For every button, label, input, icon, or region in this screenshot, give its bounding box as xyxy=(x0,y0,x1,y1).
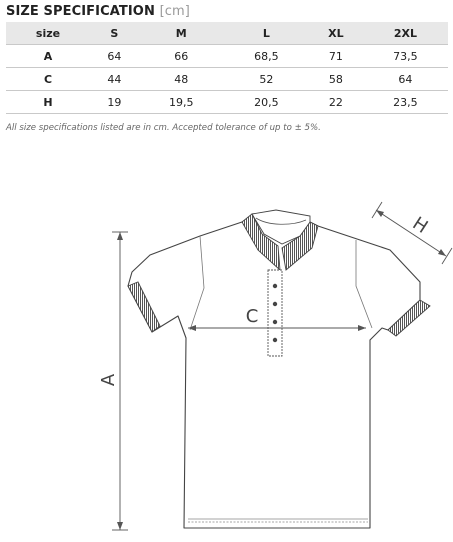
sleeve-arrow-end xyxy=(438,249,446,256)
title-unit: [cm] xyxy=(159,4,190,19)
table-cell: 66 xyxy=(139,45,224,68)
table-cell: 19,5 xyxy=(139,91,224,114)
length-label: A xyxy=(98,373,119,387)
table-cell: 19 xyxy=(90,91,139,114)
table-cell: 44 xyxy=(90,68,139,91)
sleeve-label: H xyxy=(408,212,432,238)
tolerance-note: All size specifications listed are in cm. Accepted tolerance of up to ± 5%. xyxy=(6,123,321,133)
table-cell: 58 xyxy=(309,68,363,91)
column-header: L xyxy=(224,22,309,45)
button-icon xyxy=(273,284,277,288)
sleeve-measure-tick xyxy=(442,248,452,264)
button-icon xyxy=(273,320,277,324)
button-icon xyxy=(273,338,277,342)
table-row xyxy=(6,68,448,91)
row-label: C xyxy=(6,68,90,91)
column-header: M xyxy=(139,22,224,45)
length-arrow-bottom xyxy=(117,522,123,530)
table-cell: 22 xyxy=(309,91,363,114)
table-row xyxy=(6,45,448,68)
size-table xyxy=(6,22,448,114)
table-cell: 64 xyxy=(90,45,139,68)
table-cell: 73,5 xyxy=(363,45,448,68)
table-cell: 48 xyxy=(139,68,224,91)
table-cell: 68,5 xyxy=(224,45,309,68)
length-arrow-top xyxy=(117,232,123,240)
row-label: A xyxy=(6,45,90,68)
chest-label: C xyxy=(245,306,259,327)
shirt-outline xyxy=(128,222,420,528)
table-cell: 64 xyxy=(363,68,448,91)
column-header: size xyxy=(6,22,90,45)
polo-shirt-diagram xyxy=(0,190,453,542)
table-row xyxy=(6,91,448,114)
column-header: 2XL xyxy=(363,22,448,45)
column-header: S xyxy=(90,22,139,45)
sleeve-arrow-start xyxy=(376,210,384,217)
table-header-row xyxy=(6,22,448,45)
button-icon xyxy=(273,302,277,306)
table-cell: 52 xyxy=(224,68,309,91)
page-title xyxy=(6,4,190,19)
column-header: XL xyxy=(309,22,363,45)
title-text: SIZE SPECIFICATION xyxy=(6,4,155,19)
table-cell: 23,5 xyxy=(363,91,448,114)
table-cell: 20,5 xyxy=(224,91,309,114)
row-label: H xyxy=(6,91,90,114)
placket xyxy=(268,270,282,356)
table-cell: 71 xyxy=(309,45,363,68)
